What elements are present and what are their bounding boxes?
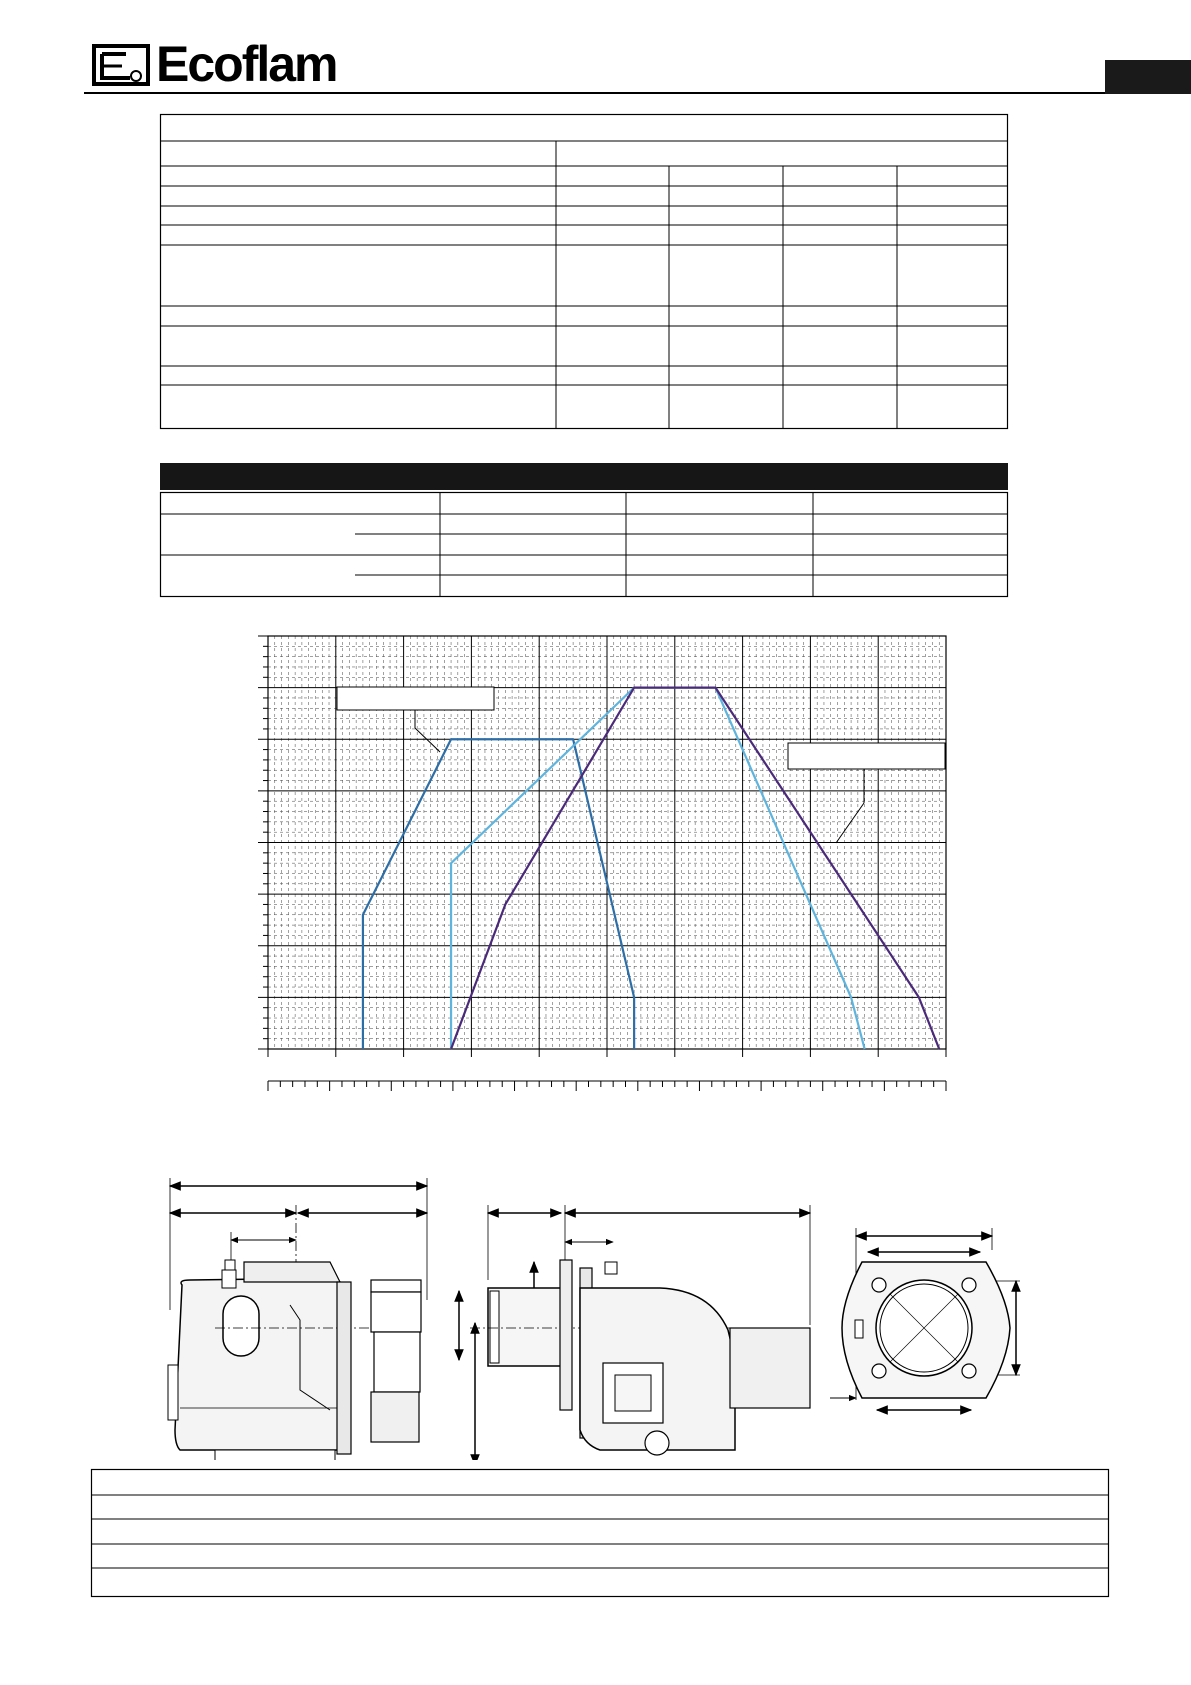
chart-series [363,688,939,1049]
brand-name: Ecoflam [156,36,337,92]
chart-callout-right [788,743,945,769]
dimensions-table [0,1460,1191,1605]
series-line-2 [451,688,865,1049]
burner-drawings [0,1160,1191,1460]
chart-callout-left [337,687,494,710]
burner-flange-view [830,1228,1020,1410]
series-line-3 [451,688,939,1049]
burner-front-view [459,1205,810,1460]
burner-side-view [168,1178,427,1460]
